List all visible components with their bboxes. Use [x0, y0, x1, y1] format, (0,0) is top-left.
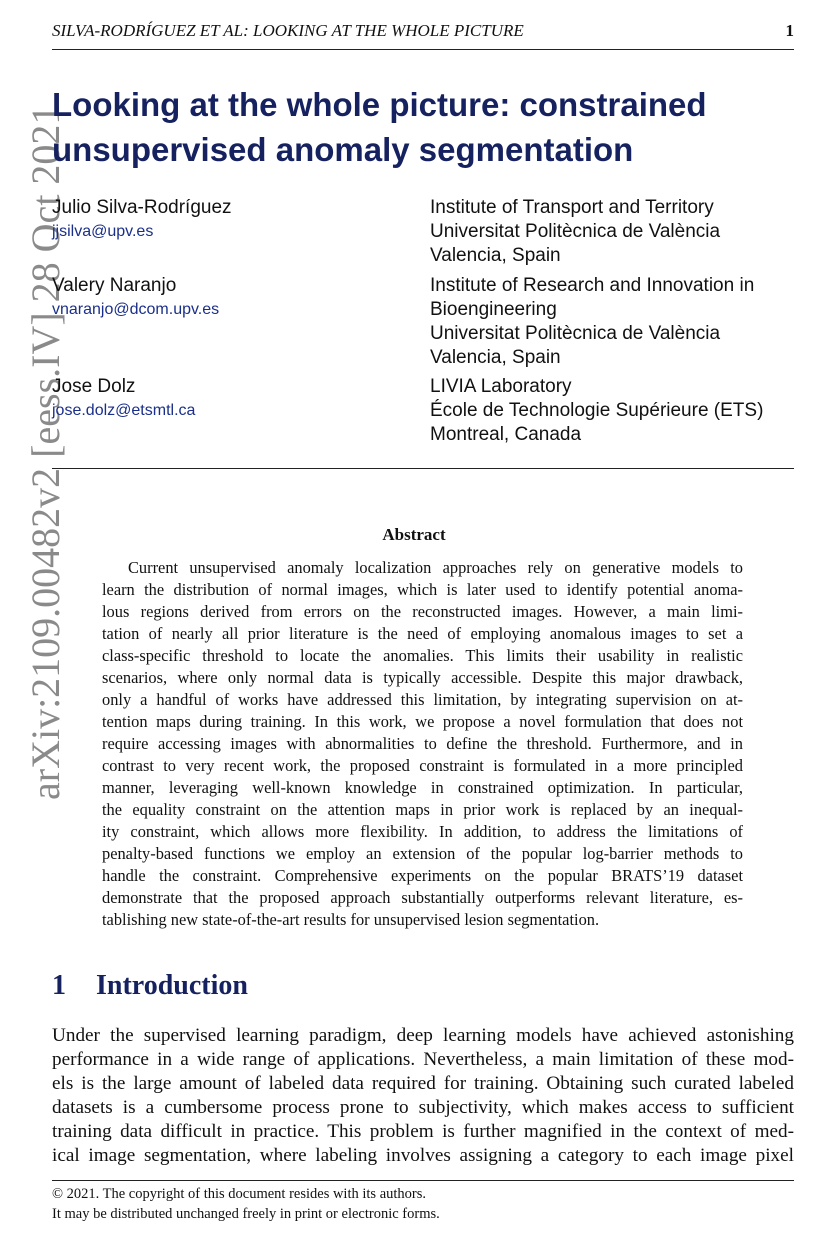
- abstract-line: handle the constraint. Comprehensive experiments on the popular BRATS’19 dataset: [102, 866, 743, 885]
- abstract-line: penalty-based functions we employ an extension of the popular log-barrier methods to: [102, 844, 743, 863]
- abstract-line: tation of nearly all prior literature is the need of employing anomalous images to set a: [102, 624, 743, 643]
- abstract-line: demonstrate that the proposed approach substantially outperforms relevant literature, es-: [102, 888, 743, 907]
- header-rule: [52, 49, 794, 50]
- abstract-heading: Abstract: [382, 525, 446, 544]
- abstract-line: contrast to very recent work, the proposed constraint is formulated in a more principled: [102, 756, 743, 775]
- author-affiliation-line: Universitat Politècnica de València: [430, 323, 721, 344]
- author-affiliation-line: École de Technologie Supérieure (ETS): [430, 400, 764, 421]
- author-affiliation-line: Institute of Research and Innovation in: [430, 275, 755, 296]
- abstract-line: scenarios, where only normal data is typically accessible. Despite this major drawback,: [102, 668, 743, 687]
- author-email[interactable]: jjsilva@upv.es: [52, 223, 154, 240]
- abstract-line: manner, leveraging well-known knowledge in constrained optimization. In particular,: [102, 778, 743, 797]
- section-title: Introduction: [96, 970, 248, 1001]
- paper-title: [52, 82, 794, 172]
- abstract-line: tablishing new state-of-the-art results for unsupervised lesion segmentation.: [102, 910, 600, 929]
- author-name: Julio Silva-Rodríguez: [52, 197, 232, 218]
- body-line: datasets is a cumbersome process prone to subjectivity, which makes access to sufficient: [52, 1097, 794, 1118]
- page-number: 1: [785, 21, 794, 40]
- author-email[interactable]: vnaranjo@dcom.upv.es: [52, 301, 220, 318]
- abstract-line: lous regions derived from errors on the reconstructed images. However, a main limi-: [102, 602, 743, 621]
- author-name: Jose Dolz: [52, 376, 136, 397]
- author-email[interactable]: jose.dolz@etsmtl.ca: [52, 402, 196, 419]
- title-block-rule: [52, 468, 794, 469]
- author-affiliation-line: Valencia, Spain: [430, 245, 561, 266]
- abstract-line: Current unsupervised anomaly localization approaches rely on generative models to: [128, 558, 743, 577]
- body-line: els is the large amount of labeled data required for training. Obtaining such curated labeled: [52, 1073, 794, 1094]
- section-number: 1: [52, 970, 66, 1001]
- abstract-line: class-specific threshold to locate the anomalies. This limits their usability in realistic: [102, 646, 743, 665]
- footer-rule: [52, 1180, 794, 1181]
- footer-line: It may be distributed unchanged freely in print or electronic forms.: [52, 1206, 440, 1222]
- author-affiliation-line: Bioengineering: [430, 299, 557, 320]
- title-line: unsupervised anomaly segmentation: [52, 131, 634, 168]
- running-head-title: SILVA-RODRÍGUEZ ET AL: LOOKING AT THE WHOLE PICTURE: [52, 21, 524, 40]
- author-affiliation-line: Universitat Politècnica de València: [430, 221, 721, 242]
- body-line: performance in a wide range of applications. Nevertheless, a main limitation of these mod-: [52, 1049, 794, 1070]
- author-affiliation-line: Montreal, Canada: [430, 424, 582, 445]
- section-heading: [52, 970, 248, 1002]
- body-line: ical image segmentation, where labeling involves assigning a category to each image pixel: [52, 1145, 794, 1166]
- abstract-line: learn the distribution of normal images, which is later used to identify potential anoma-: [102, 580, 743, 599]
- author-affiliation-line: Institute of Transport and Territory: [430, 197, 714, 218]
- body-line: Under the supervised learning paradigm, deep learning models have achieved astonishing: [52, 1025, 794, 1046]
- abstract-line: tention maps during training. In this work, we propose a novel formulation that does not: [102, 712, 743, 731]
- title-line: Looking at the whole picture: constrained: [52, 86, 707, 123]
- abstract-line: require accessing images with abnormalities to define the threshold. Furthermore, and in: [102, 734, 743, 753]
- running-head: [52, 21, 794, 43]
- arxiv-identifier: arXiv:2109.00482v2 [eess.IV] 28 Oct 2021: [23, 104, 68, 800]
- author-name: Valery Naranjo: [52, 275, 177, 296]
- body-line: training data difficult in practice. This problem is further magnified in the context of med-: [52, 1121, 794, 1142]
- abstract-line: the equality constraint on the attention maps in prior work is replaced by an inequal-: [102, 800, 743, 819]
- footer-line: © 2021. The copyright of this document resides with its authors.: [52, 1186, 427, 1202]
- author-affiliation-line: Valencia, Spain: [430, 347, 561, 368]
- author-affiliation-line: LIVIA Laboratory: [430, 376, 572, 397]
- abstract-line: only a handful of works have addressed this limitation, by integrating supervision on at-: [102, 690, 743, 709]
- abstract-line: ity constraint, which allows more flexibility. In addition, to address the limitations of: [102, 822, 743, 841]
